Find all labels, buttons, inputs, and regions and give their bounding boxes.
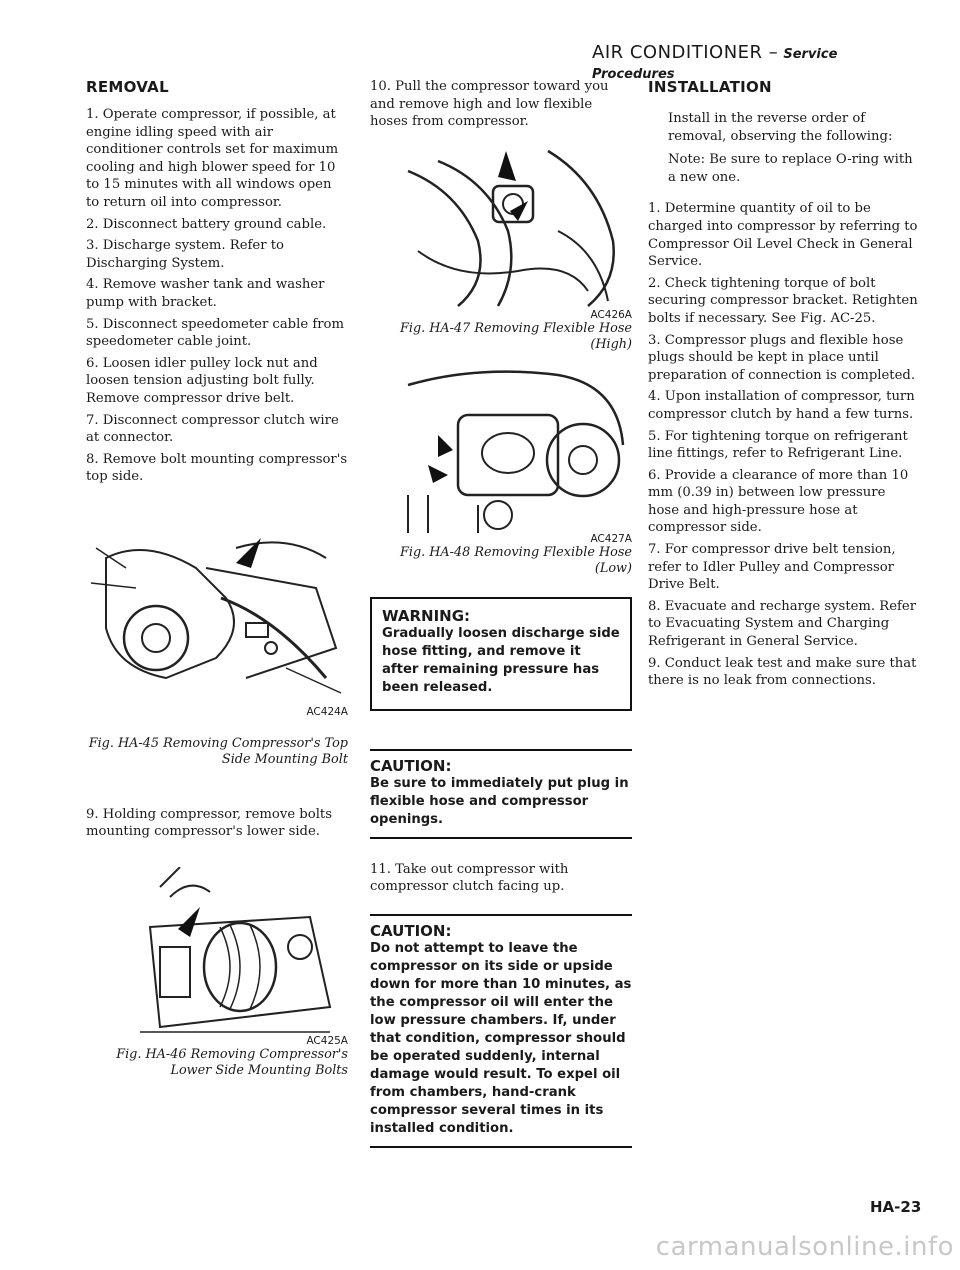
removal-step-7: 7. Disconnect compressor clutch wire at connector.	[86, 412, 339, 446]
installation-intro: Install in the reverse order of removal, observing the following:	[668, 111, 893, 144]
warning-box	[370, 597, 632, 711]
figure-ha-45-caption: Fig. HA-45 Removing Compressor's Top Side Mounting Bolt	[88, 735, 348, 767]
figure-ha-48-caption: Fig. HA-48 Removing Flexible Hose (Low)	[399, 544, 632, 576]
header-title: AIR CONDITIONER –	[592, 42, 779, 63]
figure-ha-46-caption: Fig. HA-46 Removing Compressor's Lower Side Mounting Bolts	[116, 1047, 348, 1079]
compressor-lower-bolts-illustration	[130, 867, 340, 1037]
caution-block-2	[370, 914, 632, 1148]
removal-heading: REMOVAL	[86, 78, 169, 96]
install-step-3: 3. Compressor plugs and flexible hose plugs should be kept in place until preparation of connection is completed.	[648, 332, 916, 383]
removal-step-1: 1. Operate compressor, if possible, at engine idling speed with air conditioner controls set for maximum cooling and high blower speed for 10 to 15 minutes with all windows open to return oil into compressor.	[86, 107, 339, 210]
warning-heading: WARNING:	[382, 606, 471, 625]
install-step-4: 4. Upon installation of compressor, turn compressor clutch by hand a few turns.	[648, 389, 915, 422]
figure-ha-47-caption: Fig. HA-47 Removing Flexible Hose (High)	[399, 320, 632, 352]
caution-1-heading: CAUTION:	[370, 756, 452, 775]
figure-ha-45-code: AC424A	[306, 705, 348, 718]
caution-2-heading: CAUTION:	[370, 921, 452, 940]
removal-step-10: 10. Pull the compressor toward you and remove high and low flexible hoses from compressor.	[370, 79, 609, 130]
figure-ha-47-code: AC426A	[590, 308, 632, 321]
removal-step-5: 5. Disconnect speedometer cable from speedometer cable joint.	[86, 316, 344, 350]
figure-ha-48-code: AC427A	[590, 532, 632, 545]
installation-note: Note: Be sure to replace O-ring with a new one.	[668, 152, 913, 185]
page-number: HA-23	[870, 1198, 922, 1216]
figure-ha-48	[370, 365, 632, 577]
install-step-2: 2. Check tightening torque of bolt securing compressor bracket. Retighten bolts if necessary. See Fig. AC-25.	[648, 275, 918, 326]
header-subtitle: Service Procedures	[592, 47, 838, 82]
install-step-5: 5. For tightening torque on refrigerant line fittings, refer to Refrigerant Line.	[648, 428, 908, 462]
removal-step-11: 11. Take out compressor with compressor clutch facing up.	[370, 861, 569, 895]
removal-step-2: 2. Disconnect battery ground cable.	[86, 216, 327, 232]
install-step-9: 9. Conduct leak test and make sure that there is no leak from connections.	[648, 655, 917, 689]
removal-step-3: 3. Discharge system. Refer to Discharging System.	[86, 238, 284, 271]
figure-ha-47	[370, 141, 632, 353]
removal-column	[86, 78, 348, 1079]
caution-2-body: Do not attempt to leave the compressor on its side or upside down for more than 10 minutes, as the compressor oil will enter the low pressure chambers. If, under that condition, compressor should be operated suddenly, internal damage would result. To expel oil from chambers, hand-crank compressor several times in its installed condition.	[370, 940, 632, 1148]
install-step-6: 6. Provide a clearance of more than 10 mm (0.39 in) between low pressure hose and high-pressure hose at compressor side.	[648, 467, 909, 536]
compressor-top-bolt-illustration	[86, 528, 348, 708]
flexible-hose-high-illustration	[398, 141, 628, 311]
caution-block-1	[370, 749, 632, 839]
figure-ha-45	[86, 528, 348, 768]
install-step-8: 8. Evacuate and recharge system. Refer to Evacuating System and Charging Refrigerant in General Service.	[648, 598, 917, 650]
figure-ha-46	[86, 867, 348, 1079]
install-step-7: 7. For compressor drive belt tension, refer to Idler Pulley and Compressor Drive Belt.	[648, 542, 896, 593]
watermark: carmanualsonline.info	[655, 1232, 954, 1262]
flexible-hose-low-illustration	[398, 365, 628, 535]
caution-1-body: Be sure to immediately put plug in flexible hose and compressor openings.	[370, 775, 632, 839]
installation-heading: INSTALLATION	[648, 78, 772, 96]
removal-step-6: 6. Loosen idler pulley lock nut and loosen tension adjusting bolt fully. Remove compressor drive belt.	[86, 355, 318, 406]
middle-column	[370, 78, 632, 1148]
removal-step-4: 4. Remove washer tank and washer pump with bracket.	[86, 277, 325, 310]
installation-column	[648, 78, 918, 694]
removal-step-8: 8. Remove bolt mounting compressor's top side.	[86, 451, 348, 485]
removal-step-9: 9. Holding compressor, remove bolts mounting compressor's lower side.	[86, 806, 332, 840]
install-step-1: 1. Determine quantity of oil to be charged into compressor by referring to Compressor Oil Level Check in General Service.	[648, 201, 918, 270]
figure-ha-46-code: AC425A	[306, 1035, 348, 1048]
page-header	[592, 42, 922, 82]
warning-body: Gradually loosen discharge side hose fitting, and remove it after remaining pressure has been released.	[382, 625, 620, 695]
